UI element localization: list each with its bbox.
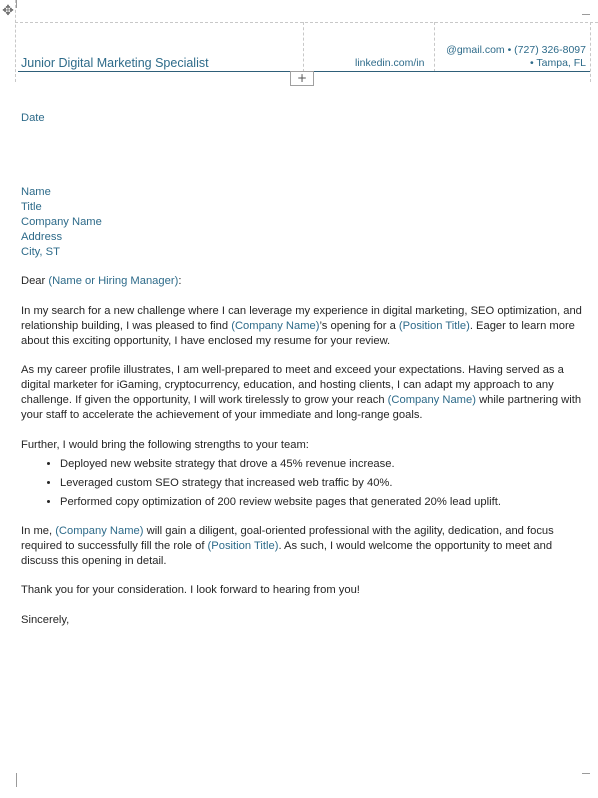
paragraph-career [21,363,583,423]
move-icon[interactable]: ✥ [2,3,14,19]
p4-position-placeholder: (Position Title) [207,540,279,552]
paragraph-value [21,524,583,569]
strengths-list [21,457,583,510]
strengths-intro: Further, I would bring the following strengths to your team: [21,439,309,451]
p2-text-2: while partnering with your staff to accelerate the achievement of your immediate and long-range goals. [21,394,582,421]
job-title-header: Junior Digital Marketing Specialist [21,56,209,70]
salutation-suffix: : [178,275,182,287]
salutation-placeholder: (Name or Hiring Manager) [48,275,179,287]
p4-text-1: In me, [21,525,56,537]
date-label: Date [21,112,45,124]
p1-text-1: In my search for a new challenge where I can leverage my experience in digital marketing, SEO optimization, and relationship building, I was pleased to find [21,305,582,332]
list-item: • Performed copy optimization of 200 review website pages that generated 20% lead uplift. [60,495,583,510]
table-right-gridline [590,22,591,82]
salutation-prefix: Dear [21,275,49,287]
table-top-gridline [15,22,598,23]
p1-text-2: ’s opening for a [319,320,399,332]
contact-info [446,44,586,70]
p1-company-placeholder: (Company Name) [231,320,320,332]
date-placeholder [21,111,583,126]
crop-mark-bottom-left [8,773,17,787]
crop-mark-bottom-right [582,773,590,782]
table-middle-gridline-2 [434,22,435,72]
recipient-title: Title [21,201,42,213]
crop-mark-top-right [582,6,590,15]
contact-location: • Tampa, FL [529,57,586,69]
recipient-name: Name [21,186,51,198]
recipient-company: Company Name [21,216,102,228]
salutation [21,274,583,289]
p2-company-placeholder: (Company Name) [387,394,476,406]
closing-thanks: Thank you for your consideration. I look forward to hearing from you! [21,584,360,596]
table-middle-gridline [303,22,304,72]
p4-text-2: will gain a diligent, goal-oriented professional with the agility, dedication, and focus required to successfully fill the role of [21,525,554,552]
p4-company-placeholder: (Company Name) [55,525,144,537]
sign-off: Sincerely, [21,614,70,626]
add-row-button[interactable]: + [290,71,314,86]
strengths-section [21,438,583,514]
p4-text-3: . As such, I would welcome the opportunity to meet and discuss this opening in detail. [21,540,553,567]
contact-email-phone: @gmail.com • (727) 326-8097 [446,44,586,56]
p2-text-1: As my career profile illustrates, I am well-prepared to meet and exceed your expectations. Having served as a digital marketer for iGaming, cryptocurrency, education, and hosting clients, I can adapt my approach to any challenge. If given the opportunity, I will work tirelessly to grow your reach [21,364,564,406]
list-item: • Leveraged custom SEO strategy that increased web traffic by 40%. [60,476,583,491]
recipient-block [21,185,583,260]
p1-position-placeholder: (Position Title) [398,320,470,332]
recipient-city-state: City, ST [21,246,60,258]
table-left-gridline [15,0,16,82]
linkedin-link[interactable]: linkedin.com/in [355,57,425,69]
paragraph-intro [21,304,583,349]
recipient-address: Address [21,231,63,243]
list-item: • Deployed new website strategy that drove a 45% revenue increase. [60,457,583,472]
p1-text-3: . Eager to learn more about this exciting opportunity, I have enclosed my resume for your review. [21,320,575,347]
